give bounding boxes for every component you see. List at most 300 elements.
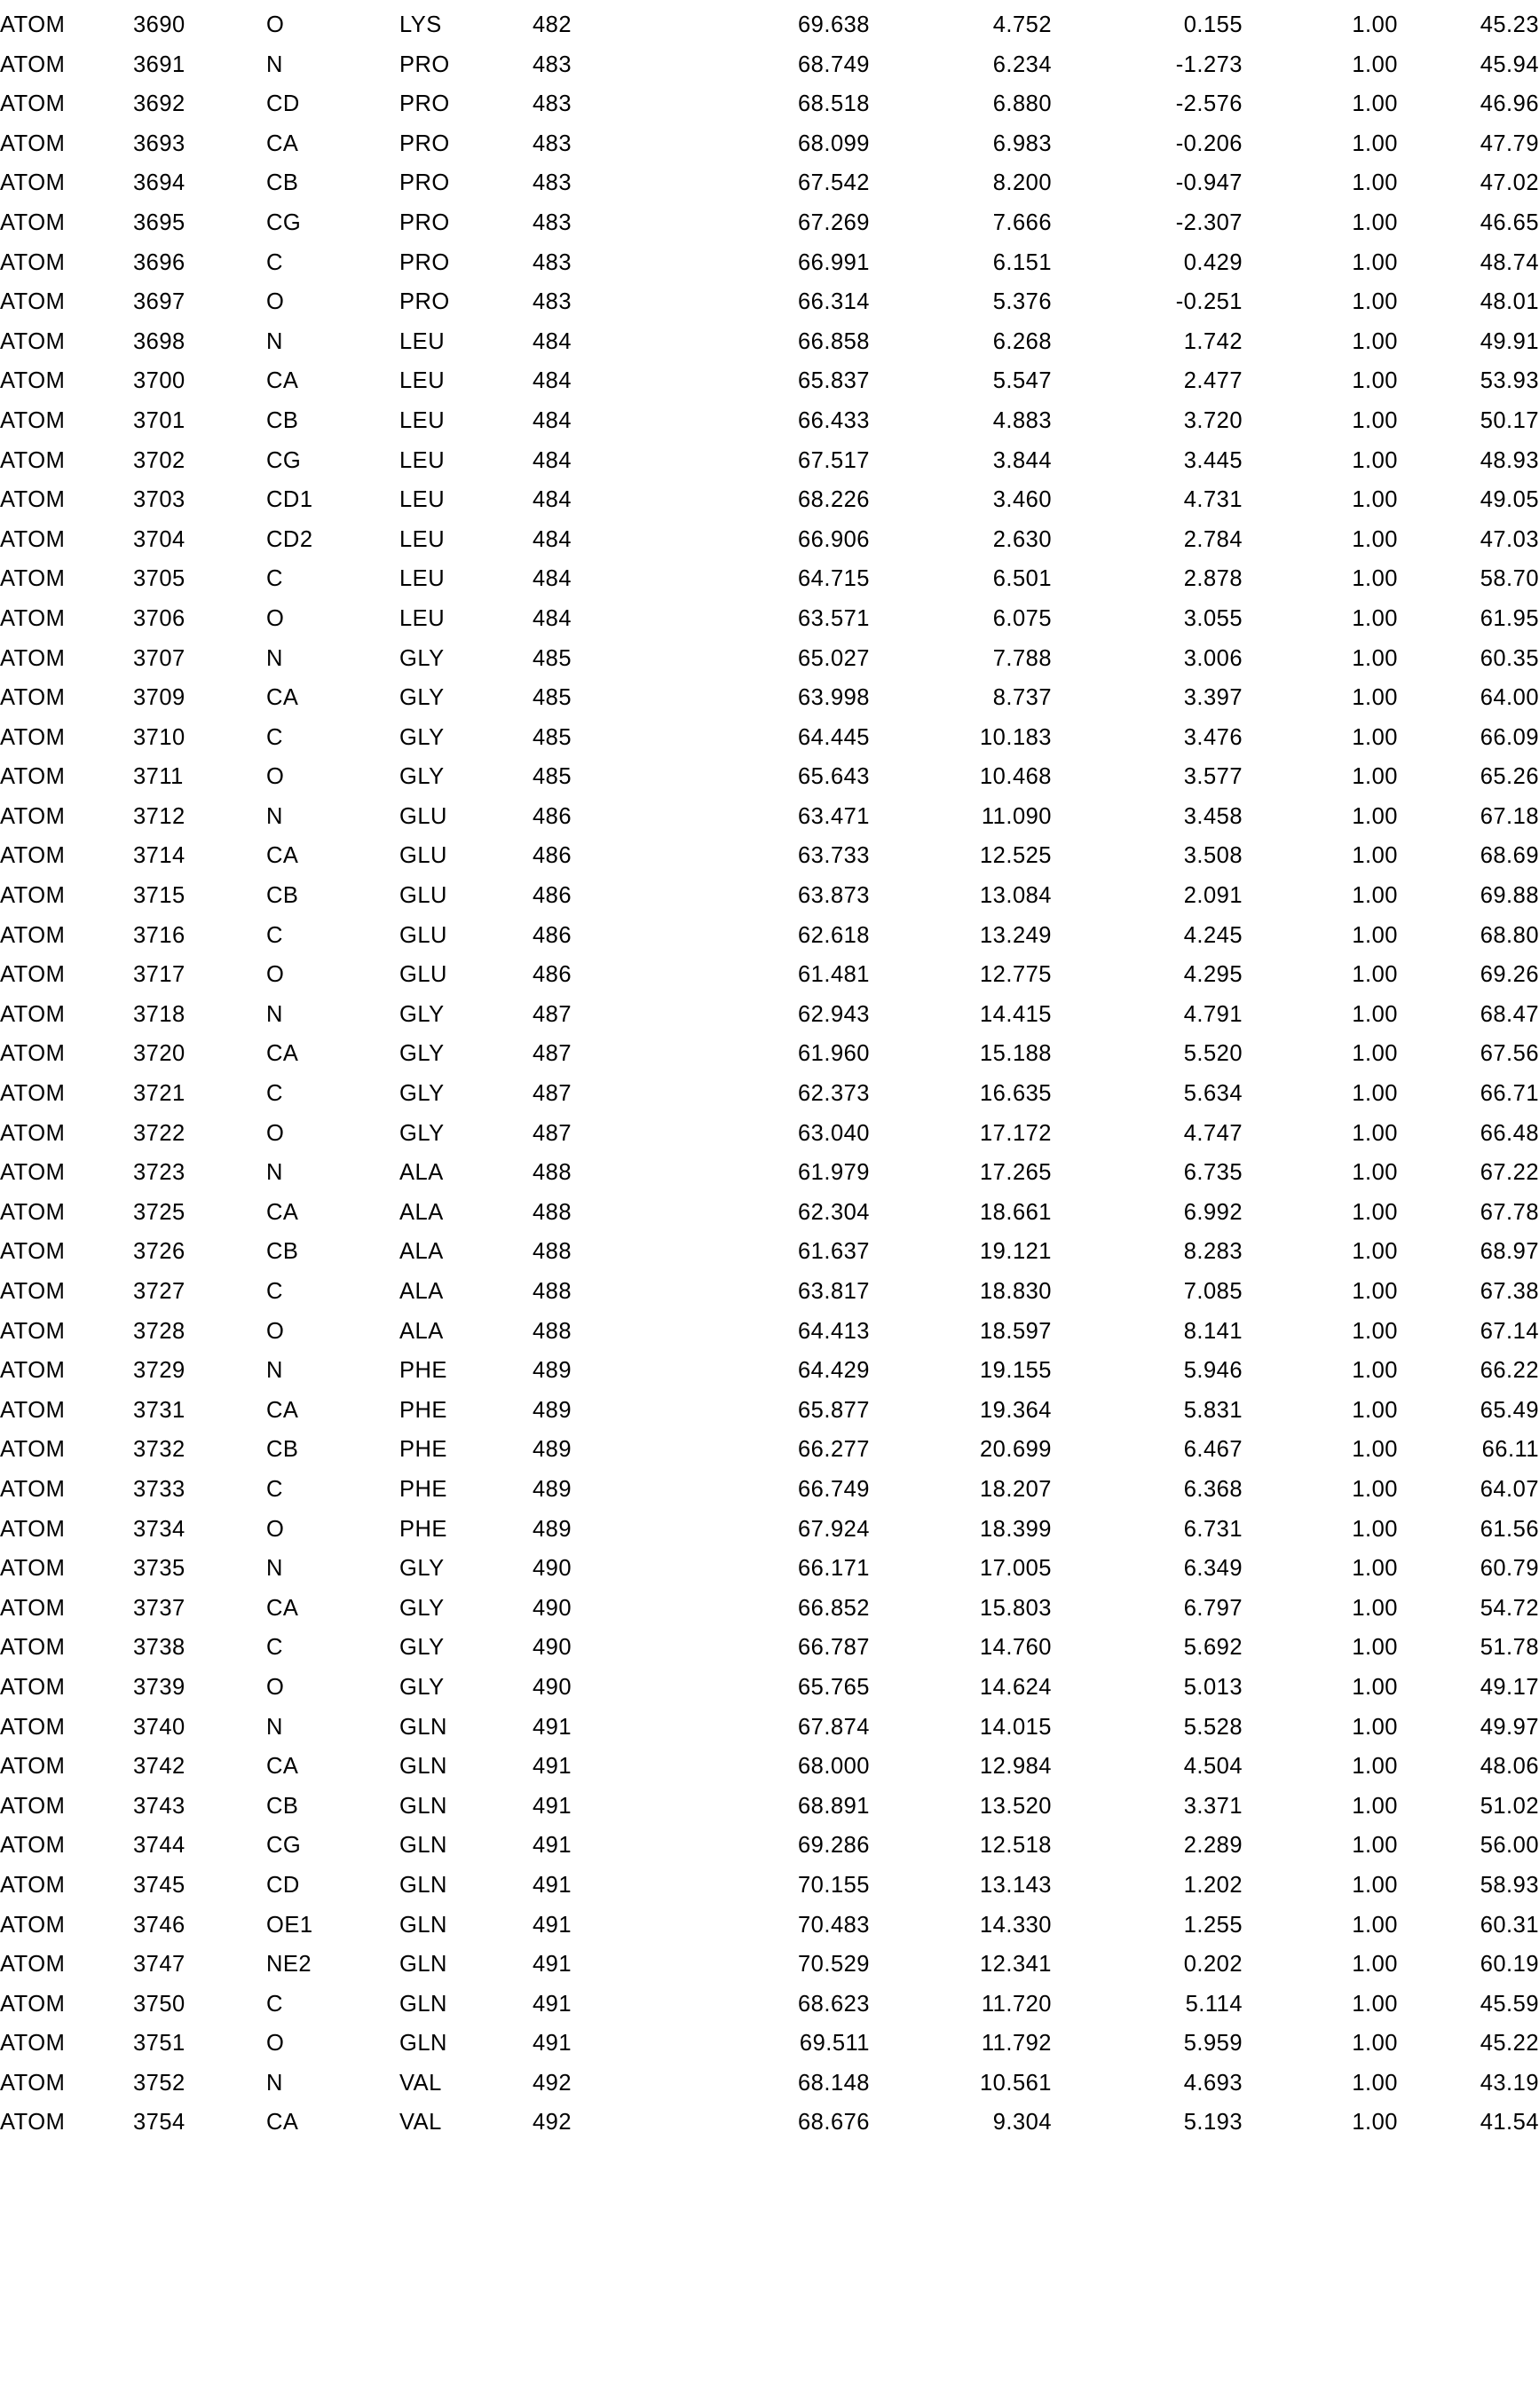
coord-y: 14.415: [980, 1001, 1052, 1027]
b-factor: 48.06: [1480, 1754, 1539, 1780]
table-row: [0, 1510, 1539, 1550]
atom-name: CA: [266, 2110, 299, 2136]
atom-serial: 3696: [133, 249, 185, 275]
residue-seq: 491: [533, 1793, 572, 1819]
occupancy: 1.00: [1352, 1833, 1398, 1859]
residue-seq: 484: [533, 566, 572, 592]
table-row: [0, 1628, 1539, 1668]
coord-z: 5.959: [1183, 2031, 1243, 2057]
record-type: ATOM: [0, 1041, 66, 1067]
coord-y: 6.268: [992, 328, 1052, 354]
residue-seq: 487: [533, 1120, 572, 1146]
residue-seq: 486: [533, 962, 572, 988]
b-factor: 60.19: [1480, 1952, 1539, 1978]
occupancy: 1.00: [1352, 1001, 1398, 1027]
atom-serial: 3703: [133, 487, 185, 513]
coord-z: 4.731: [1183, 487, 1243, 513]
coord-y: 3.844: [992, 447, 1052, 473]
occupancy: 1.00: [1352, 1041, 1398, 1067]
coord-y: 19.155: [980, 1358, 1052, 1384]
residue-seq: 491: [533, 1714, 572, 1740]
residue-seq: 484: [533, 526, 572, 552]
atom-serial: 3733: [133, 1476, 185, 1502]
residue-seq: 489: [533, 1516, 572, 1542]
occupancy: 1.00: [1352, 526, 1398, 552]
residue-name: GLN: [399, 1991, 447, 2017]
table-row: [0, 1787, 1539, 1827]
occupancy: 1.00: [1352, 1912, 1398, 1938]
table-row: [0, 1430, 1539, 1470]
atom-serial: 3697: [133, 289, 185, 315]
record-type: ATOM: [0, 1358, 66, 1384]
coord-y: 15.188: [980, 1041, 1052, 1067]
coord-z: -2.307: [1175, 209, 1243, 235]
table-row: [0, 1470, 1539, 1510]
table-row: [0, 718, 1539, 758]
residue-seq: 488: [533, 1318, 572, 1344]
atom-serial: 3694: [133, 170, 185, 196]
coord-x: 63.040: [798, 1120, 870, 1146]
coord-z: 4.504: [1183, 1754, 1243, 1780]
atom-records-body: [0, 5, 1539, 2143]
coord-x: 70.483: [798, 1912, 870, 1938]
occupancy: 1.00: [1352, 1120, 1398, 1146]
residue-name: ALA: [399, 1279, 444, 1304]
residue-name: ALA: [399, 1239, 444, 1265]
atom-serial: 3711: [133, 764, 184, 790]
coord-z: 6.368: [1183, 1476, 1243, 1502]
coord-y: 18.399: [980, 1516, 1052, 1542]
occupancy: 1.00: [1352, 51, 1398, 77]
coord-z: 3.055: [1183, 605, 1243, 631]
record-type: ATOM: [0, 1279, 66, 1304]
b-factor: 69.88: [1480, 883, 1539, 909]
coord-y: 14.015: [980, 1714, 1052, 1740]
atom-name: N: [266, 1001, 283, 1027]
atom-serial: 3693: [133, 130, 185, 156]
coord-x: 66.852: [798, 1595, 870, 1621]
coord-y: 11.720: [981, 1991, 1052, 2017]
residue-seq: 489: [533, 1397, 572, 1423]
coord-y: 11.792: [981, 2031, 1052, 2057]
residue-name: LEU: [399, 368, 446, 394]
atom-serial: 3704: [133, 526, 185, 552]
atom-name: CG: [266, 447, 302, 473]
residue-name: PRO: [399, 209, 450, 235]
b-factor: 48.74: [1480, 249, 1539, 275]
coord-z: 2.878: [1183, 566, 1243, 592]
coord-x: 63.817: [798, 1279, 870, 1304]
atom-serial: 3739: [133, 1674, 185, 1700]
table-row: [0, 1232, 1539, 1272]
residue-seq: 483: [533, 289, 572, 315]
residue-seq: 489: [533, 1476, 572, 1502]
table-row: [0, 559, 1539, 599]
coord-y: 15.803: [980, 1595, 1052, 1621]
residue-seq: 483: [533, 51, 572, 77]
residue-name: LEU: [399, 447, 446, 473]
residue-seq: 491: [533, 1952, 572, 1978]
coord-y: 8.737: [992, 685, 1052, 711]
residue-name: GLY: [399, 1595, 445, 1621]
record-type: ATOM: [0, 1397, 66, 1423]
occupancy: 1.00: [1352, 487, 1398, 513]
coord-x: 63.733: [798, 843, 870, 869]
atom-name: O: [266, 1674, 285, 1700]
record-type: ATOM: [0, 91, 66, 117]
coord-z: 1.255: [1183, 1912, 1243, 1938]
occupancy: 1.00: [1352, 130, 1398, 156]
residue-seq: 483: [533, 209, 572, 235]
atom-name: N: [266, 1358, 283, 1384]
atom-name: CA: [266, 1595, 299, 1621]
atom-serial: 3698: [133, 328, 185, 354]
atom-name: CB: [266, 407, 299, 433]
coord-x: 66.787: [798, 1635, 870, 1661]
occupancy: 1.00: [1352, 1199, 1398, 1225]
coord-x: 68.623: [798, 1991, 870, 2017]
coord-y: 13.520: [980, 1793, 1052, 1819]
table-row: [0, 995, 1539, 1035]
residue-name: PHE: [399, 1437, 447, 1463]
record-type: ATOM: [0, 407, 66, 433]
atom-name: O: [266, 289, 285, 315]
residue-seq: 492: [533, 2110, 572, 2136]
atom-serial: 3750: [133, 1991, 185, 2017]
table-row: [0, 1549, 1539, 1589]
record-type: ATOM: [0, 1952, 66, 1978]
residue-seq: 484: [533, 605, 572, 631]
occupancy: 1.00: [1352, 1279, 1398, 1304]
residue-seq: 487: [533, 1081, 572, 1107]
table-row: [0, 282, 1539, 322]
coord-y: 12.518: [980, 1833, 1052, 1859]
atom-serial: 3742: [133, 1754, 185, 1780]
occupancy: 1.00: [1352, 605, 1398, 631]
atom-serial: 3729: [133, 1358, 185, 1384]
coord-x: 62.943: [798, 1001, 870, 1027]
residue-name: GLY: [399, 1635, 445, 1661]
atom-serial: 3690: [133, 12, 185, 37]
atom-serial: 3744: [133, 1833, 185, 1859]
atom-serial: 3707: [133, 645, 185, 671]
coord-x: 65.877: [798, 1397, 870, 1423]
coord-y: 14.624: [980, 1674, 1052, 1700]
record-type: ATOM: [0, 130, 66, 156]
residue-name: PHE: [399, 1516, 447, 1542]
b-factor: 56.00: [1480, 1833, 1539, 1859]
table-row: [0, 480, 1539, 520]
occupancy: 1.00: [1352, 1239, 1398, 1265]
b-factor: 60.35: [1480, 645, 1539, 671]
b-factor: 53.93: [1480, 368, 1539, 394]
b-factor: 64.07: [1480, 1476, 1539, 1502]
occupancy: 1.00: [1352, 1952, 1398, 1978]
b-factor: 54.72: [1480, 1595, 1539, 1621]
coord-x: 65.027: [798, 645, 870, 671]
atom-name: CA: [266, 843, 299, 869]
coord-y: 6.880: [992, 91, 1052, 117]
b-factor: 61.95: [1480, 605, 1539, 631]
coord-y: 6.234: [992, 51, 1052, 77]
residue-seq: 483: [533, 249, 572, 275]
residue-seq: 488: [533, 1239, 572, 1265]
atom-name: N: [266, 328, 283, 354]
residue-name: GLU: [399, 962, 447, 988]
atom-name: O: [266, 1120, 285, 1146]
residue-name: GLY: [399, 1081, 445, 1107]
atom-serial: 3722: [133, 1120, 185, 1146]
b-factor: 67.14: [1480, 1318, 1539, 1344]
atom-serial: 3700: [133, 368, 185, 394]
atom-name: CB: [266, 1239, 299, 1265]
coord-y: 18.661: [980, 1199, 1052, 1225]
coord-y: 12.341: [980, 1952, 1052, 1978]
b-factor: 67.56: [1480, 1041, 1539, 1067]
record-type: ATOM: [0, 289, 66, 315]
atom-serial: 3752: [133, 2070, 185, 2096]
coord-x: 68.676: [798, 2110, 870, 2136]
b-factor: 67.22: [1480, 1160, 1539, 1186]
table-row: [0, 124, 1539, 164]
coord-y: 10.561: [980, 2070, 1052, 2096]
atom-name: C: [266, 249, 283, 275]
atom-name: CB: [266, 1437, 299, 1463]
record-type: ATOM: [0, 209, 66, 235]
coord-z: 3.508: [1183, 843, 1243, 869]
b-factor: 67.18: [1480, 803, 1539, 829]
coord-y: 5.376: [992, 289, 1052, 315]
occupancy: 1.00: [1352, 1397, 1398, 1423]
table-row: [0, 84, 1539, 124]
record-type: ATOM: [0, 249, 66, 275]
coord-y: 12.775: [980, 962, 1052, 988]
atom-name: N: [266, 1556, 283, 1582]
residue-name: LEU: [399, 328, 446, 354]
coord-x: 61.637: [798, 1239, 870, 1265]
residue-name: LYS: [399, 12, 442, 37]
b-factor: 47.03: [1480, 526, 1539, 552]
coord-x: 69.511: [799, 2031, 870, 2057]
coord-y: 19.364: [980, 1397, 1052, 1423]
occupancy: 1.00: [1352, 1991, 1398, 2017]
occupancy: 1.00: [1352, 1793, 1398, 1819]
coord-x: 62.373: [798, 1081, 870, 1107]
atom-name: N: [266, 1714, 283, 1740]
occupancy: 1.00: [1352, 1595, 1398, 1621]
coord-x: 67.874: [798, 1714, 870, 1740]
b-factor: 66.11: [1481, 1437, 1539, 1463]
coord-y: 17.005: [980, 1556, 1052, 1582]
occupancy: 1.00: [1352, 209, 1398, 235]
residue-seq: 484: [533, 487, 572, 513]
atom-name: O: [266, 605, 285, 631]
coord-z: -0.251: [1175, 289, 1243, 315]
coord-z: 5.946: [1183, 1358, 1243, 1384]
residue-name: ALA: [399, 1318, 444, 1344]
coord-y: 10.183: [980, 724, 1052, 750]
residue-seq: 490: [533, 1635, 572, 1661]
coord-y: 14.760: [980, 1635, 1052, 1661]
b-factor: 66.22: [1480, 1358, 1539, 1384]
coord-x: 68.148: [798, 2070, 870, 2096]
coord-z: 6.992: [1183, 1199, 1243, 1225]
b-factor: 43.19: [1480, 2070, 1539, 2096]
record-type: ATOM: [0, 1754, 66, 1780]
record-type: ATOM: [0, 1001, 66, 1027]
table-row: [0, 441, 1539, 481]
atom-name: N: [266, 803, 283, 829]
b-factor: 46.65: [1480, 209, 1539, 235]
residue-name: PHE: [399, 1397, 447, 1423]
coord-y: 12.525: [980, 843, 1052, 869]
residue-name: ALA: [399, 1160, 444, 1186]
atom-name: C: [266, 724, 283, 750]
coord-x: 67.517: [798, 447, 870, 473]
table-row: [0, 836, 1539, 876]
coord-y: 7.788: [992, 645, 1052, 671]
table-row: [0, 1985, 1539, 2025]
occupancy: 1.00: [1352, 1081, 1398, 1107]
occupancy: 1.00: [1352, 922, 1398, 948]
atom-serial: 3718: [133, 1001, 185, 1027]
coord-z: 3.397: [1183, 685, 1243, 711]
residue-seq: 484: [533, 328, 572, 354]
residue-seq: 488: [533, 1160, 572, 1186]
residue-name: GLN: [399, 1754, 447, 1780]
coord-y: 17.265: [980, 1160, 1052, 1186]
residue-seq: 490: [533, 1674, 572, 1700]
record-type: ATOM: [0, 2070, 66, 2096]
record-type: ATOM: [0, 1516, 66, 1542]
b-factor: 45.59: [1480, 1991, 1539, 2017]
atom-name: C: [266, 1476, 283, 1502]
atom-serial: 3723: [133, 1160, 185, 1186]
atom-serial: 3695: [133, 209, 185, 235]
coord-z: 5.528: [1183, 1714, 1243, 1740]
atom-name: CB: [266, 1793, 299, 1819]
atom-serial: 3747: [133, 1952, 185, 1978]
residue-name: GLN: [399, 1912, 447, 1938]
table-row: [0, 1312, 1539, 1352]
table-row: [0, 678, 1539, 718]
coord-z: 0.202: [1183, 1952, 1243, 1978]
residue-name: PHE: [399, 1476, 447, 1502]
residue-name: LEU: [399, 566, 446, 592]
occupancy: 1.00: [1352, 1476, 1398, 1502]
atom-serial: 3743: [133, 1793, 185, 1819]
residue-seq: 491: [533, 1912, 572, 1938]
occupancy: 1.00: [1352, 962, 1398, 988]
coord-y: 6.501: [992, 566, 1052, 592]
coord-x: 65.643: [798, 764, 870, 790]
occupancy: 1.00: [1352, 1754, 1398, 1780]
occupancy: 1.00: [1352, 764, 1398, 790]
residue-name: GLY: [399, 764, 445, 790]
coord-x: 68.749: [798, 51, 870, 77]
b-factor: 51.78: [1480, 1635, 1539, 1661]
record-type: ATOM: [0, 922, 66, 948]
b-factor: 67.38: [1480, 1279, 1539, 1304]
atom-name: CG: [266, 1833, 302, 1859]
coord-z: 5.634: [1183, 1081, 1243, 1107]
residue-seq: 491: [533, 1872, 572, 1898]
b-factor: 47.02: [1480, 170, 1539, 196]
record-type: ATOM: [0, 1239, 66, 1265]
coord-y: 3.460: [992, 487, 1052, 513]
coord-x: 66.171: [798, 1556, 870, 1582]
residue-seq: 484: [533, 447, 572, 473]
coord-z: 7.085: [1183, 1279, 1243, 1304]
atom-serial: 3701: [133, 407, 185, 433]
occupancy: 1.00: [1352, 1318, 1398, 1344]
coord-x: 64.715: [798, 566, 870, 592]
atom-serial: 3706: [133, 605, 185, 631]
occupancy: 1.00: [1352, 1516, 1398, 1542]
occupancy: 1.00: [1352, 1556, 1398, 1582]
coord-z: -1.273: [1175, 51, 1243, 77]
coord-z: -0.947: [1175, 170, 1243, 196]
table-row: [0, 163, 1539, 203]
atom-name: CA: [266, 1041, 299, 1067]
residue-seq: 485: [533, 764, 572, 790]
residue-name: GLN: [399, 1793, 447, 1819]
residue-name: PRO: [399, 91, 450, 117]
record-type: ATOM: [0, 1833, 66, 1859]
atom-name: N: [266, 1160, 283, 1186]
atom-serial: 3709: [133, 685, 185, 711]
atom-serial: 3716: [133, 922, 185, 948]
b-factor: 67.78: [1480, 1199, 1539, 1225]
record-type: ATOM: [0, 526, 66, 552]
b-factor: 68.69: [1480, 843, 1539, 869]
residue-name: GLU: [399, 843, 447, 869]
b-factor: 69.26: [1480, 962, 1539, 988]
atom-serial: 3740: [133, 1714, 185, 1740]
residue-name: GLN: [399, 1714, 447, 1740]
atom-name: CA: [266, 368, 299, 394]
atom-name: CA: [266, 1199, 299, 1225]
coord-x: 65.765: [798, 1674, 870, 1700]
atom-serial: 3737: [133, 1595, 185, 1621]
occupancy: 1.00: [1352, 724, 1398, 750]
table-row: [0, 1945, 1539, 1985]
occupancy: 1.00: [1352, 685, 1398, 711]
coord-y: 14.330: [980, 1912, 1052, 1938]
residue-name: GLN: [399, 1872, 447, 1898]
coord-x: 62.304: [798, 1199, 870, 1225]
record-type: ATOM: [0, 1120, 66, 1146]
table-row: [0, 5, 1539, 45]
coord-z: 5.831: [1183, 1397, 1243, 1423]
coord-x: 65.837: [798, 368, 870, 394]
table-row: [0, 757, 1539, 797]
atom-name: CB: [266, 883, 299, 909]
atom-serial: 3714: [133, 843, 185, 869]
coord-z: -0.206: [1175, 130, 1243, 156]
occupancy: 1.00: [1352, 289, 1398, 315]
b-factor: 68.80: [1480, 922, 1539, 948]
coord-y: 5.547: [992, 368, 1052, 394]
coord-y: 4.883: [992, 407, 1052, 433]
b-factor: 45.22: [1480, 2031, 1539, 2057]
table-row: [0, 1074, 1539, 1114]
residue-name: LEU: [399, 526, 446, 552]
record-type: ATOM: [0, 645, 66, 671]
coord-x: 63.873: [798, 883, 870, 909]
residue-seq: 485: [533, 724, 572, 750]
record-type: ATOM: [0, 1476, 66, 1502]
